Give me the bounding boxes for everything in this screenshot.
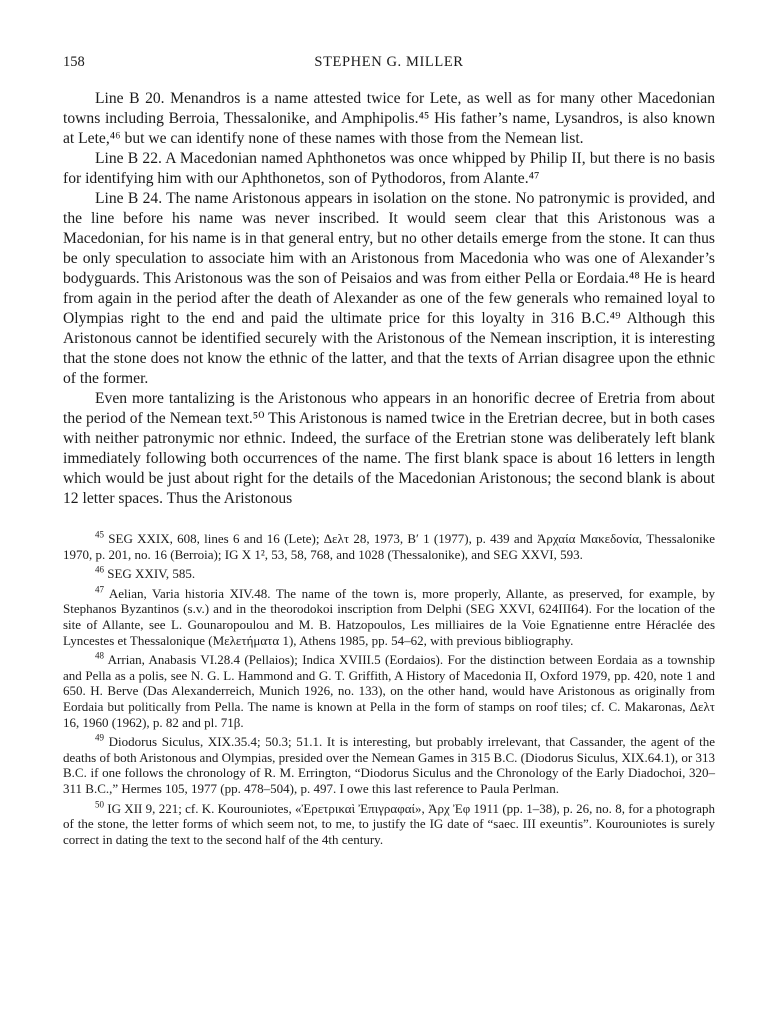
page-header bbox=[63, 54, 715, 76]
footnote-number: 47 bbox=[95, 584, 104, 595]
footnote bbox=[63, 566, 715, 582]
footnote-number: 46 bbox=[95, 564, 104, 575]
paragraph-line-b22: Line B 22. A Macedonian named Aphthonetos was once whipped by Philip II, but there is no basis for identifying him with our Aphthonetos, son of Pythodoros, from Alante.⁴⁷ bbox=[63, 150, 715, 187]
footnote-number: 49 bbox=[95, 732, 104, 743]
page-number: 158 bbox=[63, 54, 85, 70]
footnotes bbox=[63, 531, 715, 847]
paragraph-line-b24: Line B 24. The name Aristonous appears in isolation on the stone. No patronymic is provided, and the line before his name was never inscribed. It would seem clear that this Aristonous was a Macedonian, for his name is in that general entry, but no other details emerge from the stone. It can thus be only speculation to associate him with an Aristonous from Macedonia who was one of Alexander’s bodyguards. This Aristonous was the son of Peisaios and was from either Pella or Eordaia.⁴⁸ He is heard from again in the period after the death of Alexander as one of the few generals who remained loyal to Olympias right to the end and paid the ultimate price for this loyalty in 316 B.C.⁴⁹ Although this Aristonous cannot be identified securely with the Aristonous of the Nemean inscription, it is interesting that the stone does not know the ethnic of the latter, and that the texts of Arrian disagree upon the ethnic of the former. bbox=[63, 190, 715, 387]
footnote-text: Diodorus Siculus, XIX.35.4; 50.3; 51.1. It is interesting, but probably irrelevant, that Cassander, the agent of the deaths of both Aristonous and Olympias, presided over the Nemean Games in 315 B.C. (Diodorus Siculus, XIX.64.1), or 313 B.C. if one follows the chronology of R. M. Errington, “Diodorus Siculus and the Chronology of the Early Diadochoi, 320–311 B.C.,” Hermes 105, 1977 (pp. 478–504), p. 497. I owe this last reference to Paula Perlman. bbox=[63, 734, 716, 796]
footnote-text: Arrian, Anabasis VI.28.4 (Pellaios); Indica XVIII.5 (Eordaios). For the distinction between Eordaia as a township and Pella as a polis, see N. G. L. Hammond and G. T. Griffith, A History of Macedonia II, Oxford 1979, pp. 420, note 1 and 650. H. Berve (Das Alexanderreich, Munich 1926, no. 133), on the other hand, would have Aristonous as originally from Eordaia but politically from Pella. The name is known at Pella in the form of stamps on roof tiles; cf. C. Makaronas, Δελτ 16, 1960 (1962), p. 82 and pl. 71β. bbox=[63, 652, 715, 730]
footnote bbox=[63, 586, 715, 648]
footnote-number: 48 bbox=[95, 650, 104, 661]
footnote-text: SEG XXIX, 608, lines 6 and 16 (Lete); Δελτ 28, 1973, B′ 1 (1977), p. 439 and Ἀρχαία Μακεδονία, Thessalonike 1970, p. 201, no. 16 (Berroia); IG X 1², 53, 58, 768, and 1028 (Thessalonike), and SEG XXVI, 593. bbox=[63, 531, 716, 562]
footnote bbox=[63, 652, 715, 730]
page bbox=[63, 54, 715, 847]
footnote-number: 50 bbox=[95, 799, 104, 810]
footnote-text: IG XII 9, 221; cf. K. Kourouniotes, «Ἐρετρικαὶ Ἐπιγραφαί», Ἀρχ Ἐφ 1911 (pp. 1–38), p. 26, no. 8, for a photograph of the stone, the letter forms of which seem not, to me, to justify the IG date of “saec. III exeuntis”. Kourouniotes is surely correct in dating the text to the second half of the 4th century. bbox=[63, 800, 715, 847]
paragraph-eretria: Even more tantalizing is the Aristonous who appears in an honorific decree of Eretria from about the period of the Nemean text.⁵⁰ This Aristonous is named twice in the Eretrian decree, but in both cases with neither patronymic nor ethnic. Indeed, the surface of the Eretrian stone was deliberately left blank immediately following both occurrences of the name. The first blank space is about 16 letters in length which would be just about right for the details of the Macedonian Aristonous; the second blank is about 12 letter spaces. Thus the Aristonous bbox=[63, 390, 715, 507]
footnote bbox=[63, 734, 715, 796]
main-text bbox=[63, 89, 715, 509]
footnote bbox=[63, 531, 715, 562]
paragraph-line-b20: Line B 20. Menandros is a name attested twice for Lete, as well as for many other Macedonian towns including Berroia, Thessalonike, and Amphipolis.⁴⁵ His father’s name, Lysandros, is also known at Lete,⁴⁶ but we can identify none of these names with those from the Nemean list. bbox=[63, 90, 715, 147]
footnote-number: 45 bbox=[95, 529, 104, 540]
footnote bbox=[63, 801, 715, 848]
running-head: STEPHEN G. MILLER bbox=[314, 54, 464, 70]
footnote-text: SEG XXIV, 585. bbox=[107, 566, 196, 582]
footnote-text: Aelian, Varia historia XIV.48. The name of the town is, more properly, Allante, as preserved, for example, by Stephanos Byzantinos (s.v.) and in the theorodokoi inscription from Delphi (SEG XXVI, 624III64). For the location of the site of Allante, see L. Gounaropoulou and M. B. Hatzopoulos, Les milliaires de la Voie Egnatienne entre Héraclée des Lyncestes et Thessalonique (Μελετήματα 1), Athens 1985, pp. 54–62, with previous bibliography. bbox=[63, 585, 715, 648]
